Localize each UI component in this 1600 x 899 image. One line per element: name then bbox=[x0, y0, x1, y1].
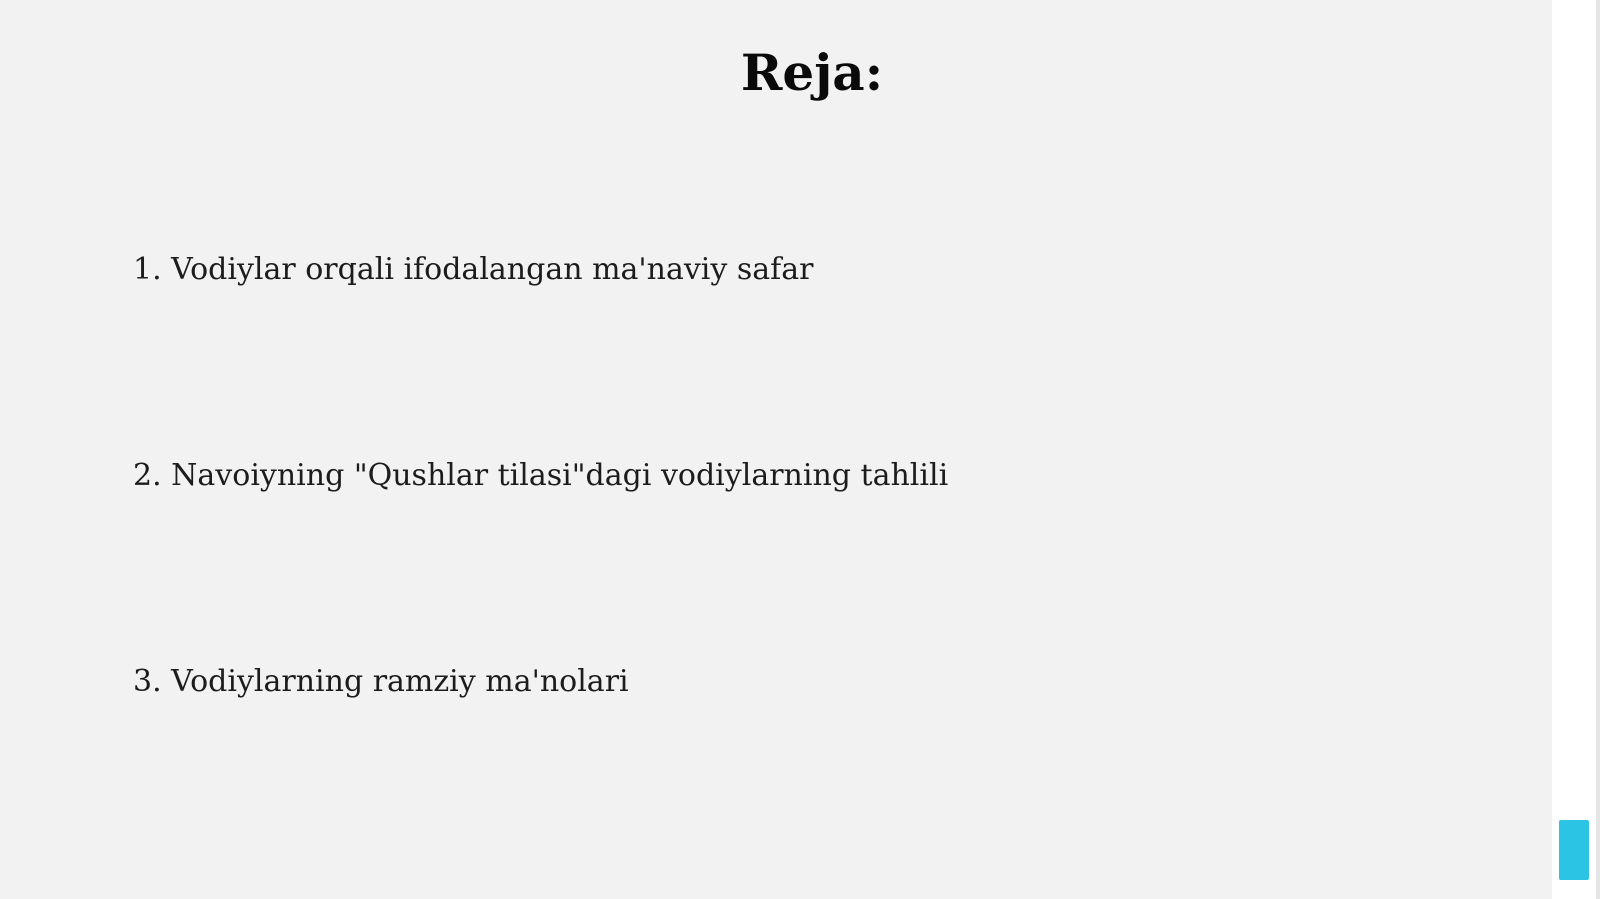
slide-title: Reja: bbox=[740, 43, 884, 102]
plan-item-number: 1. bbox=[133, 252, 162, 287]
plan-item-2 bbox=[133, 456, 948, 496]
scroll-handle[interactable] bbox=[1559, 820, 1589, 880]
plan-item-number: 2. bbox=[133, 458, 162, 493]
plan-item-3 bbox=[133, 662, 629, 702]
plan-item-1 bbox=[133, 250, 814, 290]
plan-item-number: 3. bbox=[133, 664, 162, 699]
right-edge-border bbox=[1596, 0, 1600, 899]
plan-item-text: Vodiylarning ramziy ma'nolari bbox=[171, 664, 629, 699]
plan-item-text: Navoiyning "Qushlar tilasi"dagi vodiylarning tahlili bbox=[171, 458, 949, 493]
right-margin-strip bbox=[1552, 0, 1600, 899]
plan-item-text: Vodiylar orqali ifodalangan ma'naviy safar bbox=[171, 252, 814, 287]
